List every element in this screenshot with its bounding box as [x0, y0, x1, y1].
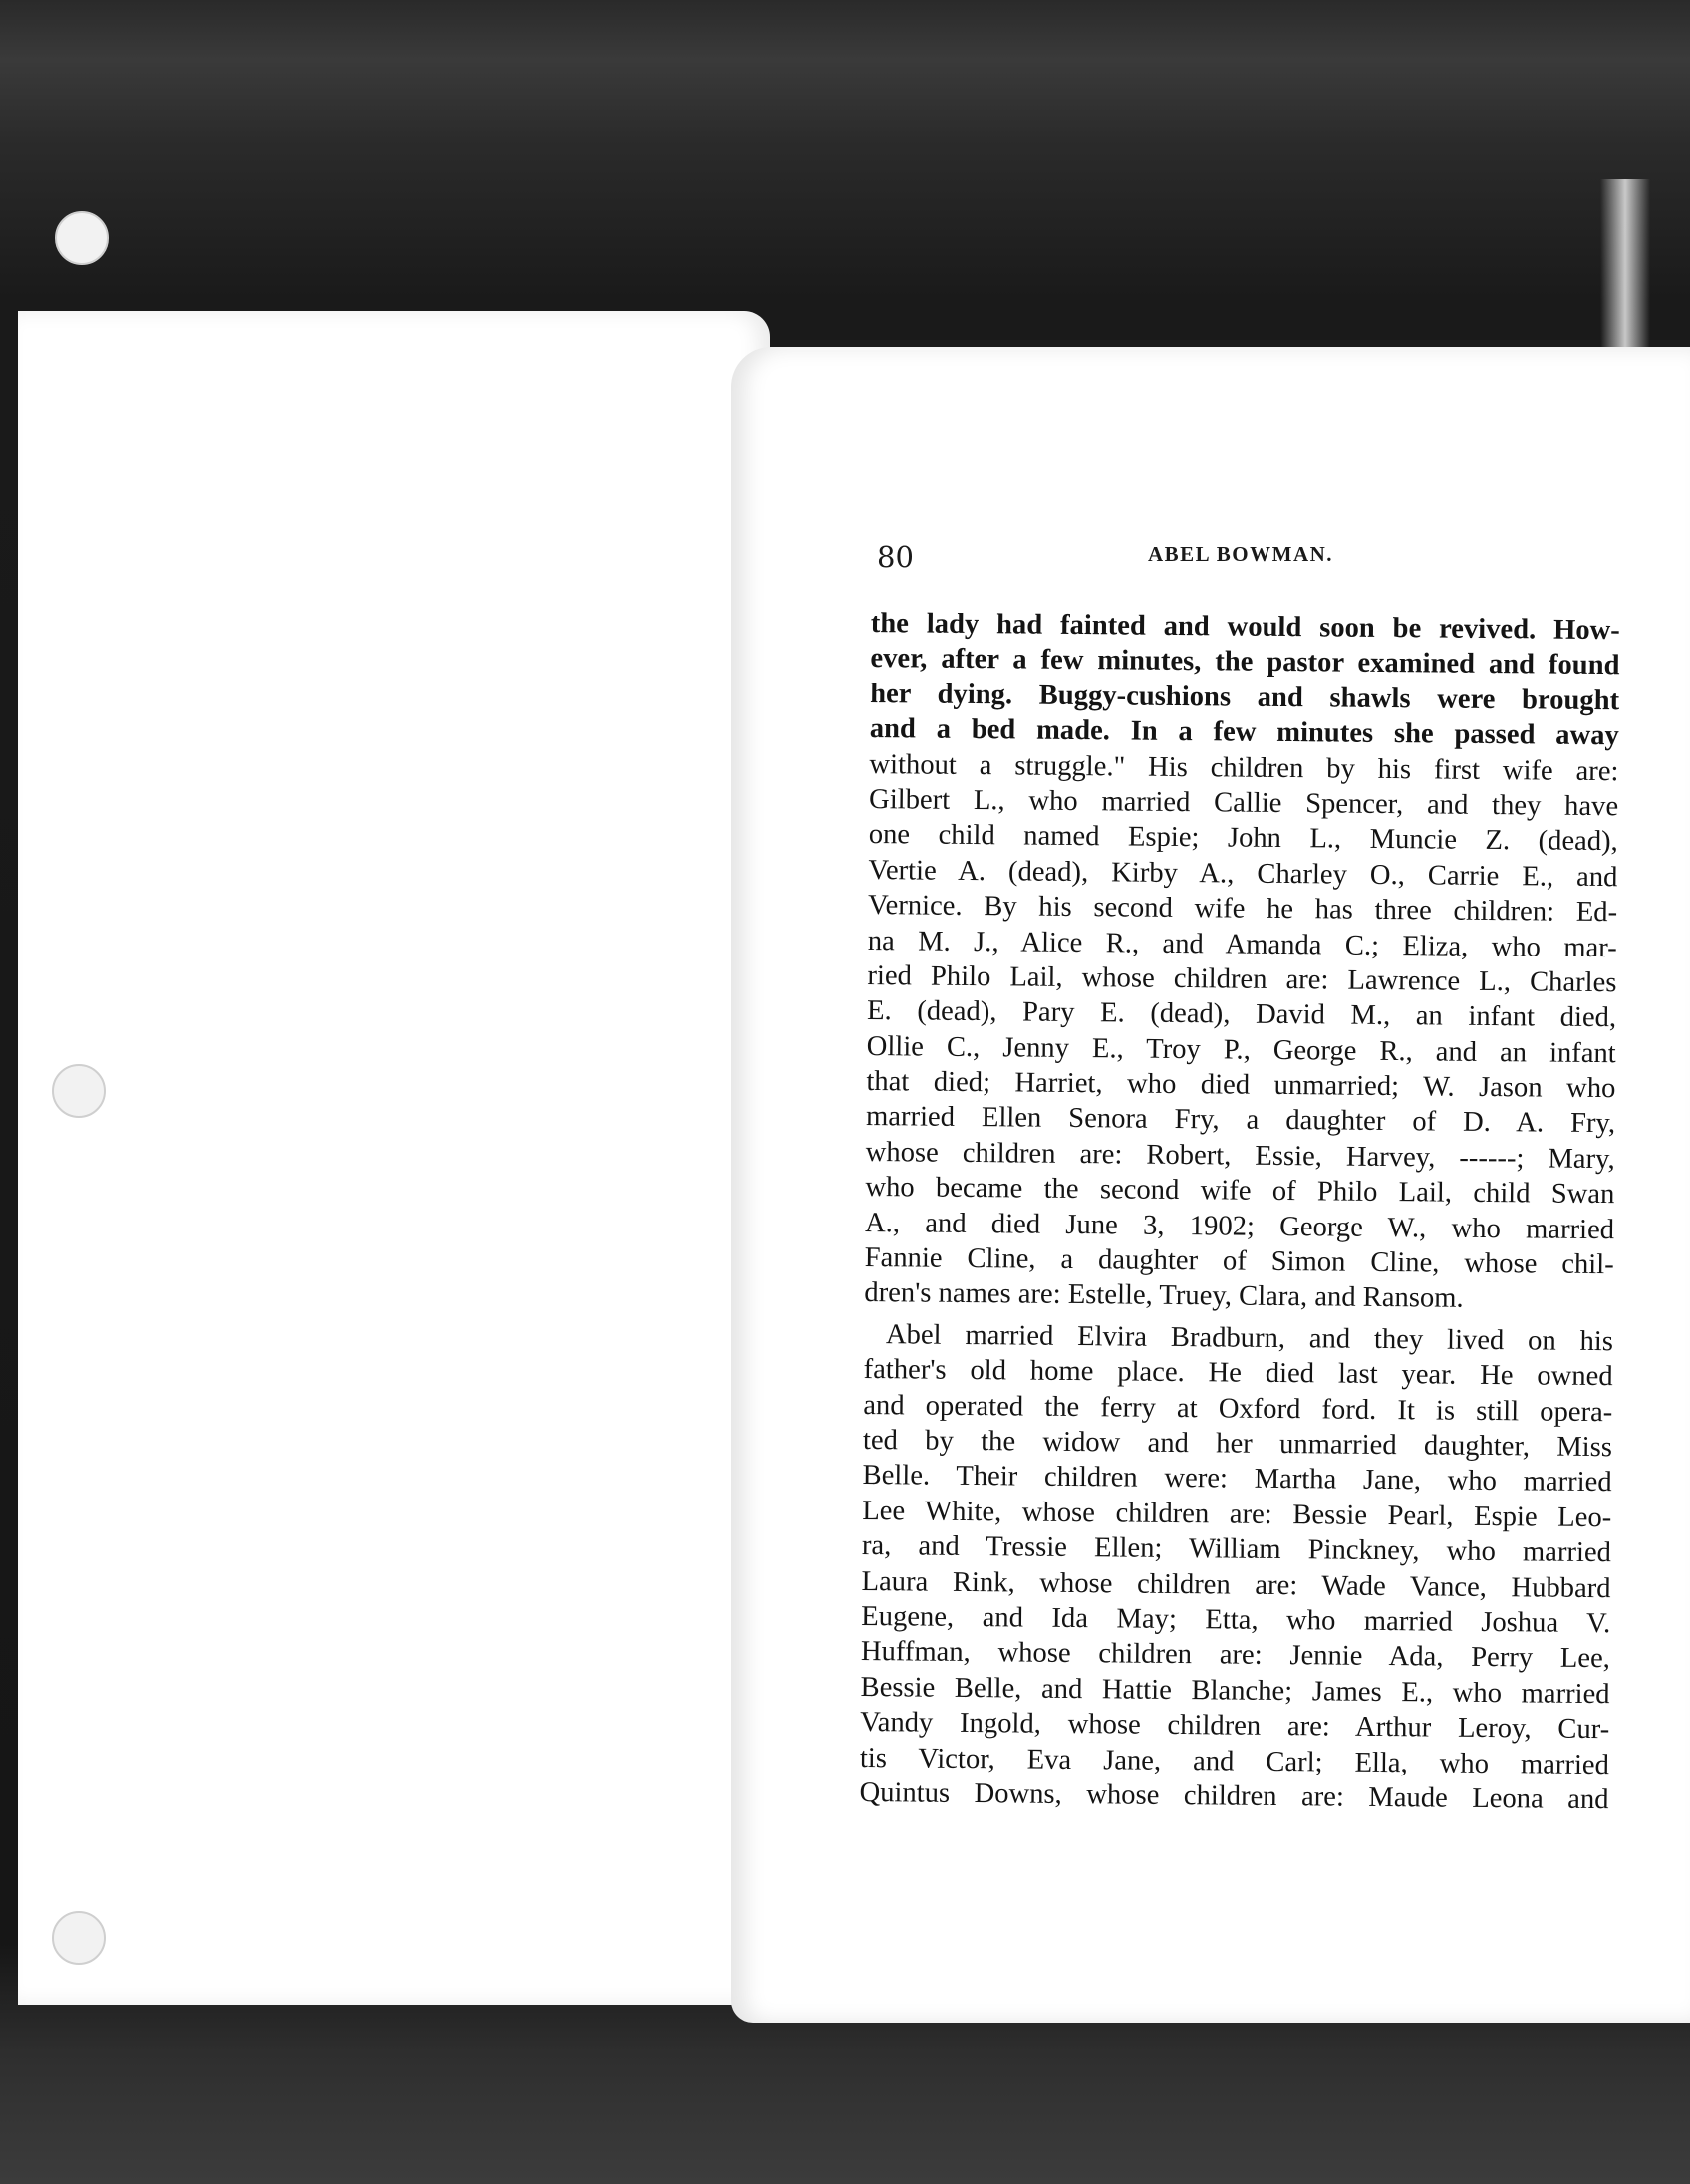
- binder-hole-top: [55, 211, 109, 265]
- text-line: Laura Rink, whose children are: Wade Vance, Hubbard: [861, 1565, 1611, 1604]
- text-line: Bessie Belle, and Hattie Blanche; James E., who married: [860, 1671, 1610, 1710]
- text-line: who became the second wife of Philo Lail, child Swan: [865, 1172, 1615, 1211]
- text-line: Lee White, whose children are: Bessie Pearl, Espie Leo-: [862, 1495, 1612, 1533]
- text-line: married Ellen Senora Fry, a daughter of D. A. Fry,: [865, 1101, 1616, 1140]
- text-line: Vertie A. (dead), Kirby A., Charley O., Carrie E., and: [868, 854, 1618, 893]
- text-line: ever, after a few minutes, the pastor examined and found: [870, 643, 1620, 682]
- text-line: ra, and Tressie Ellen; William Pinckney, who married: [861, 1530, 1612, 1569]
- text-line: Ollie C., Jenny E., Troy P., George R., and an infant: [866, 1030, 1616, 1069]
- body-text: [859, 606, 1620, 1817]
- text-line: Vandy Ingold, whose children are: Arthur Leroy, Cur-: [860, 1707, 1610, 1746]
- text-line: tis Victor, Eva Jane, and Carl; Ella, who married: [859, 1742, 1610, 1780]
- text-line: and a bed made. In a few minutes she passed away: [869, 713, 1619, 752]
- text-line: A., and died June 3, 1902; George W., who married: [864, 1207, 1615, 1245]
- binder-hole-bottom: [52, 1911, 106, 1965]
- text-line: without a struggle." His children by his first wife are:: [869, 748, 1619, 787]
- text-line: Belle. Their children were: Martha Jane, who married: [862, 1460, 1612, 1499]
- text-line: Fannie Cline, a daughter of Simon Cline, whose chil-: [864, 1242, 1614, 1281]
- text-line: Quintus Downs, whose children are: Maude Leona and: [859, 1776, 1609, 1816]
- text-line: her dying. Buggy-cushions and shawls were brought: [870, 678, 1620, 716]
- text-line: and operated the ferry at Oxford ford. It is still opera-: [863, 1389, 1613, 1428]
- text-line: Gilbert L., who married Callie Spencer, and they have: [868, 783, 1619, 823]
- text-line: dren's names are: Estelle, Truey, Clara, and Ransom.: [864, 1277, 1464, 1315]
- running-head: [869, 540, 1616, 574]
- left-blank-page: [18, 311, 770, 2005]
- page-header: ABEL BOWMAN.: [1148, 542, 1334, 566]
- text-line: Vernice. By his second wife he has three children: Ed-: [867, 890, 1618, 929]
- text-line: Eugene, and Ida May; Etta, who married Joshua V.: [861, 1600, 1611, 1640]
- text-line: Abel married Elvira Bradburn, and they lived on his: [885, 1318, 1614, 1357]
- text-line: E. (dead), Pary E. (dead), David M., an infant died,: [866, 995, 1617, 1034]
- text-line: father's old home place. He died last year. He owned: [863, 1354, 1613, 1393]
- text-line: ried Philo Lail, whose children are: Lawrence L., Charles: [867, 959, 1617, 999]
- text-line: one child named Espie; John L., Muncie Z. (dead),: [868, 819, 1618, 858]
- binder-hole-middle: [52, 1064, 106, 1118]
- text-line: the lady had fainted and would soon be revived. How-: [870, 607, 1620, 647]
- text-line: Huffman, whose children are: Jennie Ada, Perry Lee,: [860, 1636, 1611, 1675]
- text-line: ted by the widow and her unmarried daughter, Miss: [862, 1424, 1613, 1464]
- text-line: that died; Harriet, who died unmarried; W. Jason who: [866, 1066, 1616, 1105]
- text-line: whose children are: Robert, Essie, Harvey, ------; Mary,: [865, 1136, 1615, 1176]
- page-number: 80: [877, 540, 914, 574]
- text-line: na M. J., Alice R., and Amanda C.; Eliza, who mar-: [867, 925, 1617, 963]
